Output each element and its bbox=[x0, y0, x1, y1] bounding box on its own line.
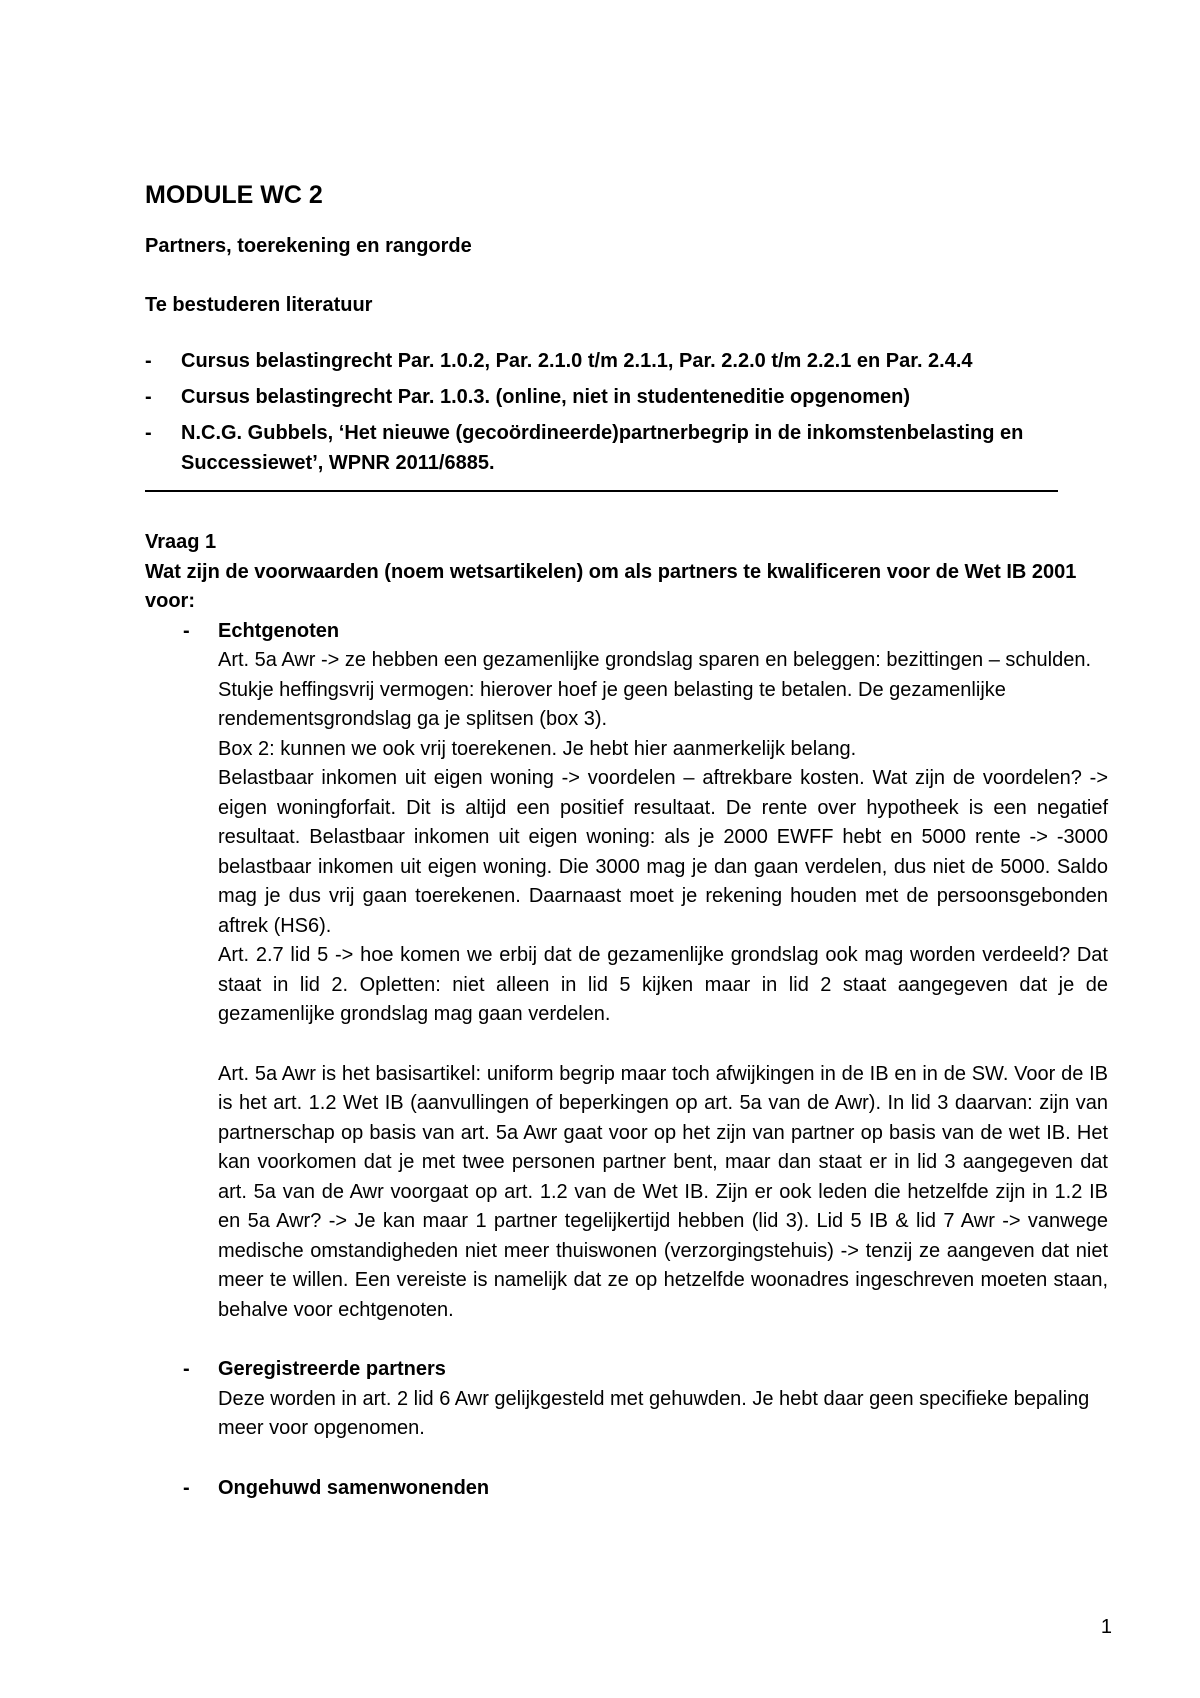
list-dash: - bbox=[145, 422, 152, 444]
literature-item-text: N.C.G. Gubbels, ‘Het nieuwe (gecoördineerde)partnerbegrip in de inkomstenbelasting en Successiewet’, WPNR 2011/6885. bbox=[181, 422, 1024, 474]
list-dash: - bbox=[145, 386, 152, 408]
section-geregistreerde-partners bbox=[145, 1355, 1105, 1444]
paragraph: Deze worden in art. 2 lid 6 Awr gelijkgesteld met gehuwden. Je hebt daar geen specifieke bepaling meer voor opgenomen. bbox=[218, 1387, 1090, 1439]
literature-item-text: Cursus belastingrecht Par. 1.0.2, Par. 2.1.0 t/m 2.1.1, Par. 2.2.0 t/m 2.2.1 en Par. 2.4.4 bbox=[181, 350, 973, 372]
paragraph: Belastbaar inkomen uit eigen woning -> voordelen – aftrekbare kosten. Wat zijn de voordelen? -> eigen woningforfait. Dit is altijd een positief resultaat. De rente over hypotheek is een negatief resultaat. Belastbaar inkomen uit eigen woning: als je 2000 EWFF hebt en 5000 rente -> -3000 belastbaar inkomen uit eigen woning. Die 3000 mag je dan gaan verdelen, dus niet de 5000. Saldo mag je dus vrij gaan toerekenen. Daarnaast moet je rekening houden met de persoonsgebonden aftrek (HS6). bbox=[218, 767, 1108, 937]
paragraph: Box 2: kunnen we ook vrij toerekenen. Je hebt hier aanmerkelijk belang. bbox=[218, 737, 857, 760]
section-heading: Echtgenoten bbox=[218, 619, 340, 642]
paragraph: Art. 5a Awr -> ze hebben een gezamenlijke grondslag sparen en beleggen: bezittingen – schulden. Stukje heffingsvrij vermogen: hierover hoef je geen belasting te betalen. De gezamenlijke rendementsgrondslag ga je splitsen (box 3). bbox=[218, 649, 1092, 730]
literature-item bbox=[145, 346, 1105, 376]
document-content bbox=[145, 178, 1108, 1503]
section-dash: - bbox=[183, 1358, 190, 1380]
section-echtgenoten bbox=[145, 617, 1108, 1326]
section-gap bbox=[145, 1325, 1105, 1355]
question-text: Wat zijn de voorwaarden (noem wetsartikelen) om als partners te kwalificeren voor de Wet IB 2001 voor: bbox=[145, 560, 1077, 612]
section-ongehuwd-samenwonenden bbox=[145, 1474, 1105, 1504]
list-dash: - bbox=[145, 350, 152, 372]
section-dash: - bbox=[183, 619, 190, 642]
section-gap bbox=[145, 1444, 1105, 1474]
paragraph: Art. 5a Awr is het basisartikel: uniform begrip maar toch afwijkingen in de IB en in de SW. Voor de IB is het art. 1.2 Wet IB (aanvullingen of beperkingen op art. 5a van de Awr). In lid 3 daarvan: zijn van partnerschap op basis van art. 5a Awr gaat voor op het zijn van partner op basis van de wet IB. Het kan voorkomen dat je met twee personen partner bent, maar dan staat er in lid 3 aangegeven dat art. 5a van de Awr voorgaat op art. 1.2 van de Wet IB. Zijn er ook leden die hetzelfde zijn in 1.2 IB en 5a Awr? -> Je kan maar 1 partner tegelijkertijd hebben (lid 3). Lid 5 IB & lid 7 Awr -> vanwege medische omstandigheden niet meer thuiswonen (verzorgingstehuis) -> tenzij ze aangeven dat niet meer te willen. Een vereiste is namelijk dat ze op hetzelfde woonadres ingeschreven moeten staan, behalve voor echtgenoten. bbox=[218, 1062, 1108, 1321]
section-heading: Ongehuwd samenwonenden bbox=[218, 1476, 490, 1499]
paragraph-gap bbox=[218, 1030, 1105, 1060]
horizontal-divider bbox=[145, 490, 1058, 492]
paragraph: Art. 2.7 lid 5 -> hoe komen we erbij dat de gezamenlijke grondslag ook mag worden verdeeld? Dat staat in lid 2. Opletten: niet alleen in lid 5 kijken maar in lid 2 staat aangegeven dat je de gezamenlijke grondslag mag gaan verdelen. bbox=[218, 944, 1108, 1025]
module-title: MODULE WC 2 bbox=[145, 181, 323, 209]
module-subtitle: Partners, toerekening en rangorde bbox=[145, 235, 472, 257]
literature-item bbox=[145, 382, 1105, 412]
literature-list bbox=[145, 346, 1105, 478]
literature-heading: Te bestuderen literatuur bbox=[145, 293, 373, 316]
page-number: 1 bbox=[1100, 1616, 1112, 1638]
literature-item-text: Cursus belastingrecht Par. 1.0.3. (online, niet in studenteneditie opgenomen) bbox=[181, 386, 911, 408]
question-label: Vraag 1 bbox=[145, 531, 217, 553]
section-heading: Geregistreerde partners bbox=[218, 1358, 446, 1380]
literature-item bbox=[145, 418, 1041, 478]
section-dash: - bbox=[183, 1476, 190, 1499]
